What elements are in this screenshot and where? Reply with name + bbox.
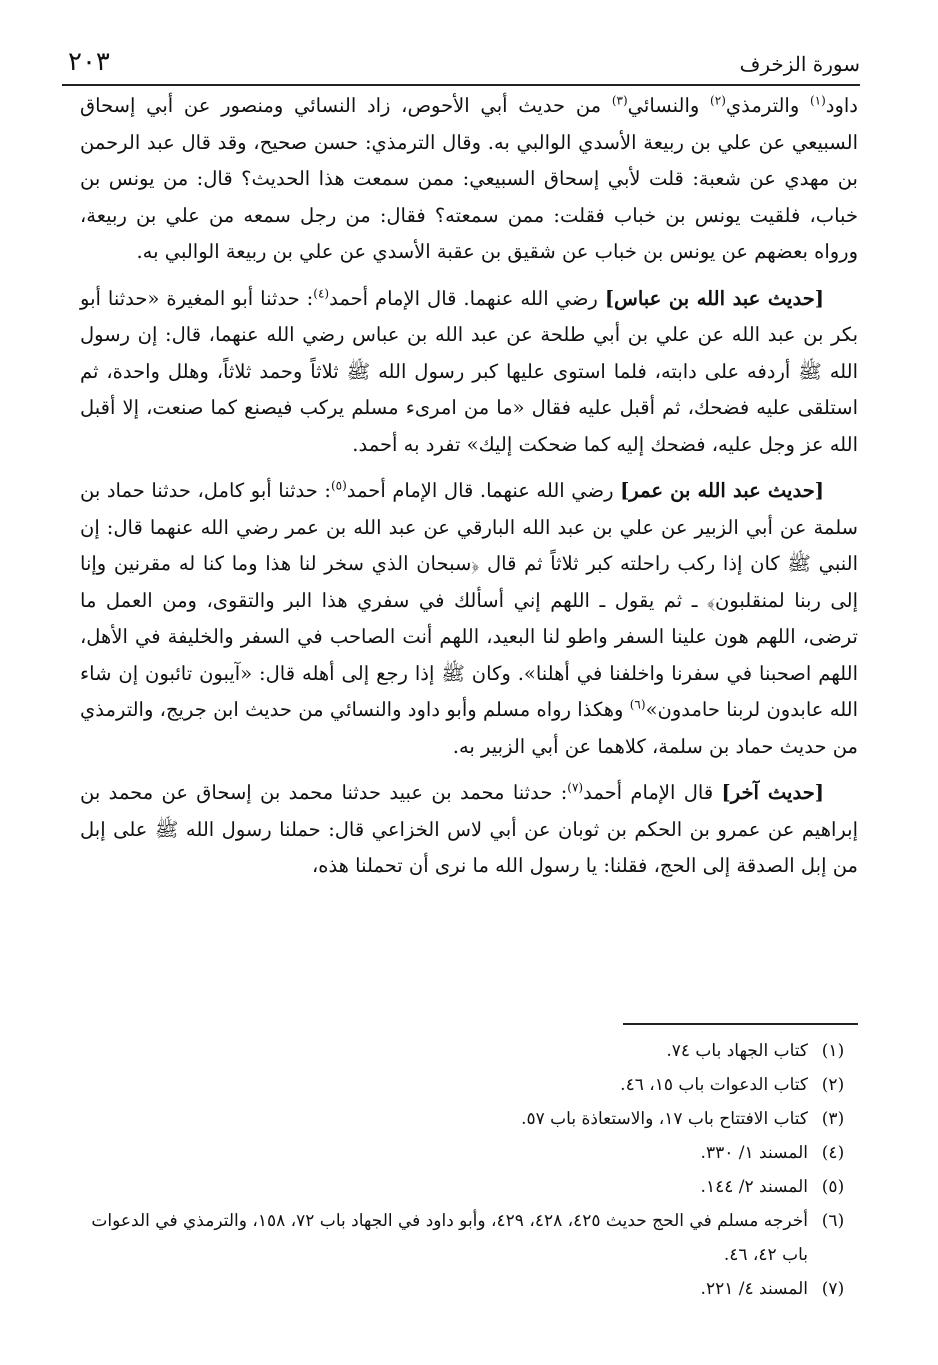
footnote-number: (٦) [821, 1211, 845, 1231]
text-run: : حدثنا محمد بن عبيد حدثنا محمد بن إسحاق عن محمد بن إبراهيم عن عمرو بن الحكم بن ثوبان عن أبي لاس الخزاعي قال: حملنا رسول الله ﷺ على إبل من إبل الصدقة إلى الحج، فقلنا: يا رسول الله ما نرى أن تحملنا هذه، [80, 781, 858, 877]
section-heading: [حديث عبد الله بن عمر] [620, 479, 824, 502]
footnote-ref[interactable]: (٥) [330, 478, 347, 493]
footnote-ref[interactable]: (٢) [710, 93, 726, 108]
text-run: : حدثنا أبو المغيرة «حدثنا أبو بكر بن عبد الله عن علي بن أبي طلحة عن عبد الله بن عباس رضي الله عنهما، قال: إن رسول الله ﷺ أردفه على دابته، فلما استوى عليها كبر رسول الله ﷺ ثلاثاً وحمد ثلاثاً، وهلل واحدة، ثم استلقى عليه فضحك، ثم أقبل عليه فقال «ما من امرىء مسلم يركب فيصنع كما صنعت، إلا أقبل الله عز وجل عليه، فضحك إليه كما ضحكت إليك» تفرد به أحمد. [80, 286, 858, 456]
footnote-ref[interactable]: (٤) [313, 286, 330, 300]
paragraph-ibn-umar [80, 473, 858, 765]
text-run: داود [825, 94, 858, 117]
footnote-ref[interactable]: (١) [809, 93, 826, 108]
text-run: رضي الله عنهما. قال الإمام أحمد [329, 286, 605, 310]
text-run: والترمذي [725, 94, 810, 117]
footnote-text: المسند ٤/ ٢٢١. [700, 1279, 808, 1299]
footnote-ref[interactable]: (٧) [567, 780, 584, 795]
text-run: من حديث أبي الأحوص، زاد النسائي ومنصور عن أبي إسحاق السبيعي عن علي بن ربيعة الأسدي الوالبي به. وقال الترمذي: حسن صحيح، وقد قال عبد الرحمن بن مهدي عن شعبة: قلت لأبي إسحاق السبيعي: ممن سمعت هذا الحديث؟ قال: من يونس بن خباب، فلقيت يونس بن خباب فقلت: ممن سمعته؟ فقال: من رجل سمعه من علي بن ربيعة، ورواه بعضهم عن يونس بن خباب عن شقيق بن عقبة الأسدي عن علي بن ربيعة الوالبي به. [80, 94, 858, 263]
footnote-item [80, 1272, 858, 1306]
footnote-item [80, 1034, 858, 1068]
footnote-number: (٣) [821, 1109, 845, 1129]
main-text [80, 88, 858, 895]
text-run: قال الإمام أحمد [583, 781, 722, 804]
paragraph-other-hadith [80, 775, 858, 885]
footnote-ref[interactable]: (٣) [611, 93, 628, 108]
paragraph-continuation [80, 88, 858, 271]
text-run: والنسائي [627, 94, 711, 117]
footnote-number: (٢) [821, 1075, 845, 1095]
footnote-number: (٥) [821, 1177, 845, 1197]
text-run: وهكذا رواه مسلم وأبو داود والنسائي من حديث ابن جريج، والترمذي من حديث حماد بن سلمة، كلاهما عن أبي الزبير به. [80, 698, 858, 758]
text-run: : حدثنا أبو كامل، حدثنا حماد بن سلمة عن أبي الزبير عن علي بن عبد الله البارقي عن عبد الله بن عمر رضي الله عنهما قال: إن النبي ﷺ كان إذا ركب راحلته كبر ثلاثاً ثم قال ﴿سبحان الذي سخر لنا هذا وما كنا له مقرنين وإنا إلى ربنا لمنقلبون﴾ ـ ثم يقول ـ اللهم إني أسألك في سفري هذا البر والتقوى، ومن العمل ما ترضى، اللهم هون علينا السفر واطو لنا البعيد، اللهم أنت الصاحب في السفر والخليفة في الأهل، اللهم اصحبنا في سفرنا واخلفنا في أهلنا». وكان ﷺ إذا رجع إلى أهله قال: «آيبون تائبون إن شاء الله عابدون لربنا حامدون» [80, 479, 859, 721]
footnote-text: المسند ١/ ٣٣٠. [700, 1143, 808, 1163]
footnote-text: كتاب الدعوات باب ١٥، ٤٦. [620, 1075, 808, 1095]
footnote-text: أخرجه مسلم في الحج حديث ٤٢٥، ٤٢٨، ٤٢٩، وأبو داود في الجهاد باب ٧٢، ١٥٨، والترمذي في الدعوات باب ٤٢، ٤٦. [91, 1211, 808, 1265]
section-heading: [حديث آخر] [721, 781, 824, 804]
footnote-divider [623, 1023, 858, 1025]
footnote-item [80, 1136, 858, 1170]
footnote-text: المسند ٢/ ١٤٤. [700, 1177, 808, 1197]
footnote-item [80, 1204, 858, 1272]
footnote-number: (٤) [821, 1143, 845, 1163]
footnote-ref[interactable]: (٦) [629, 697, 646, 712]
page-number: ٢٠٣ [68, 47, 110, 77]
text-run: رضي الله عنهما. قال الإمام أحمد [346, 479, 621, 502]
section-heading: [حديث عبد الله بن عباس] [604, 286, 824, 310]
footnote-number: (٧) [821, 1279, 845, 1299]
footnote-item [80, 1068, 858, 1102]
footnote-number: (١) [821, 1041, 845, 1061]
running-title: سورة الزخرف [739, 52, 860, 76]
page-header [62, 44, 860, 86]
footnote-item [80, 1102, 858, 1136]
footnote-text: كتاب الجهاد باب ٧٤. [666, 1041, 808, 1061]
footnote-item [80, 1170, 858, 1204]
footnote-text: كتاب الافتتاح باب ١٧، والاستعاذة باب ٥٧. [521, 1109, 808, 1129]
footnotes [80, 1034, 858, 1306]
paragraph-ibn-abbas [80, 281, 858, 464]
